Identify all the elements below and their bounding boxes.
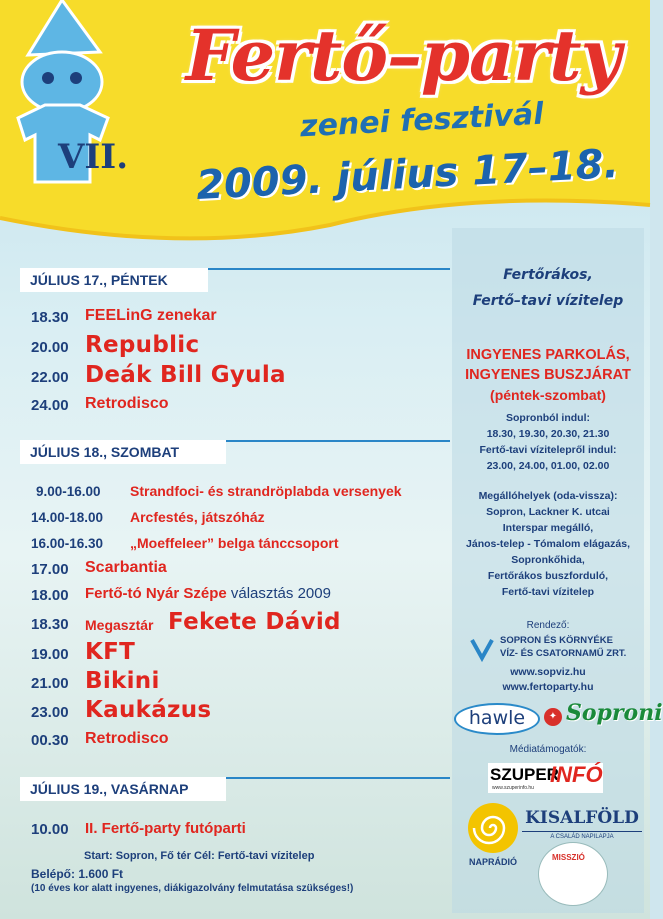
bus-line: 23.00, 24.00, 01.00, 02.00 [486,460,610,472]
time: 16.00-16.30 [31,536,104,551]
time: 18.30 [31,309,69,326]
szuperinfo-part: INFÓ [550,762,603,787]
parking-line: INGYENES BUSZJÁRAT [465,367,631,383]
act: Scarbantia [85,559,167,576]
stop-line: Megállóhelyek (oda-vissza): [478,490,618,502]
website-link[interactable]: www.sopviz.hu [510,666,586,678]
act: Fekete Dávid [168,609,341,635]
bus-stops [452,488,644,600]
act: FEELinG zenekar [85,307,217,324]
entry-note: (10 éves kor alatt ingyenes, diákigazolvány felmutatása szükséges!) [31,883,354,894]
venue-line: Fertőrákos, [503,267,593,283]
day-header: JÚLIUS 17., PÉNTEK [20,268,208,292]
day-header: JÚLIUS 19., VASÁRNAP [20,777,226,801]
act: Retrodisco [85,730,169,747]
time: 21.00 [31,675,69,692]
szuperinfo-url: www.szuperinfo.hu [492,785,534,791]
time: 00.30 [31,732,69,749]
act: Kaukázus [85,697,212,723]
parking-line: INGYENES PARKOLÁS, [466,347,630,363]
hawle-logo: hawle [454,703,540,735]
organizer-line: VÍZ- ÉS CSATORNAMŰ ZRT. [500,648,627,659]
stop-line: Sopronkőhida, [511,554,585,566]
bus-schedule [452,410,644,474]
edition-label: VII. [58,137,129,177]
time: 14.00-18.00 [31,510,104,525]
time: 20.00 [31,339,69,356]
venue [452,262,644,314]
kisalfold-tagline: A CSALÁD NAPILAPJA [522,831,642,840]
napradio-label: NAPRÁDIÓ [468,857,517,867]
act [85,585,331,602]
misszio-logo [538,842,608,906]
parking-days: (péntek-szombat) [490,387,606,403]
poster-subtitle: zenei fesztivál [299,96,545,145]
organizer-line: SOPRON ÉS KÖRNYÉKE [500,635,613,646]
misszio-label: MISSZIÓ [552,853,585,862]
venue-line: Fertő–tavi vízitelep [472,293,624,309]
act-prefix: Megasztár [85,617,154,633]
websites [452,665,644,695]
water-utility-logo-icon [470,636,494,660]
kisalfold-logo: KISALFÖLD [525,808,639,828]
act-name: Fertő-tó Nyár Szépe [85,585,227,602]
soproni-logo: Soproni [566,700,663,726]
stop-line: Fertőrákos buszforduló, [487,570,609,582]
szuperinfo-part: SZUPER [490,765,559,784]
organizer-label: Rendező: [526,620,570,631]
napradio-logo-icon [468,803,518,853]
time: 18.30 [31,616,69,633]
time: 19.00 [31,646,69,663]
stop-line: Sopron, Lackner K. utcai [486,506,610,518]
website-link[interactable]: www.fertoparty.hu [502,681,594,693]
stop-line: János-telep - Tómalom elágazás, [466,538,630,550]
act: Strandfoci- és strandröplabda versenyek [130,483,402,499]
act: Republic [85,332,200,358]
time: 10.00 [31,821,69,838]
act-extra: választás 2009 [226,585,331,602]
time: 24.00 [31,397,69,414]
soproni-emblem-icon: ✦ [544,708,562,726]
stop-line: Fertő-tavi vízitelep [501,586,595,598]
festival-date: 2009. július 17–18. [195,140,620,210]
szuperinfo-logo [488,763,603,793]
time: 18.00 [31,587,69,604]
organizer-name [500,634,645,660]
poster-title: Fertő–party [185,14,621,97]
day-header: JÚLIUS 18., SZOMBAT [20,440,226,464]
act: Deák Bill Gyula [85,362,286,388]
act: „Moeffeleer” belga tánccsoport [130,535,339,551]
parking-info [452,345,644,405]
act: II. Fertő-party futóparti [85,820,246,837]
time: 17.00 [31,561,69,578]
media-sponsors-label: Médiatámogatók: [509,744,587,755]
time: 23.00 [31,704,69,721]
bus-line: Fertő-tavi vízitelepről indul: [479,444,617,456]
bus-line: 18.30, 19.30, 20.30, 21.30 [486,428,610,440]
race-route: Start: Sopron, Fő tér Cél: Fertő-tavi vízitelep [84,850,315,862]
time: 22.00 [31,369,69,386]
stop-line: Interspar megálló, [502,522,594,534]
act: Bikini [85,668,160,694]
entry-price: Belépő: 1.600 Ft [31,867,124,881]
act: Arcfestés, játszóház [130,509,265,525]
act: Retrodisco [85,395,169,412]
act: KFT [85,639,136,665]
bus-line: Sopronból indul: [506,412,590,424]
time: 9.00-16.00 [36,484,101,499]
poster-header [0,0,650,235]
